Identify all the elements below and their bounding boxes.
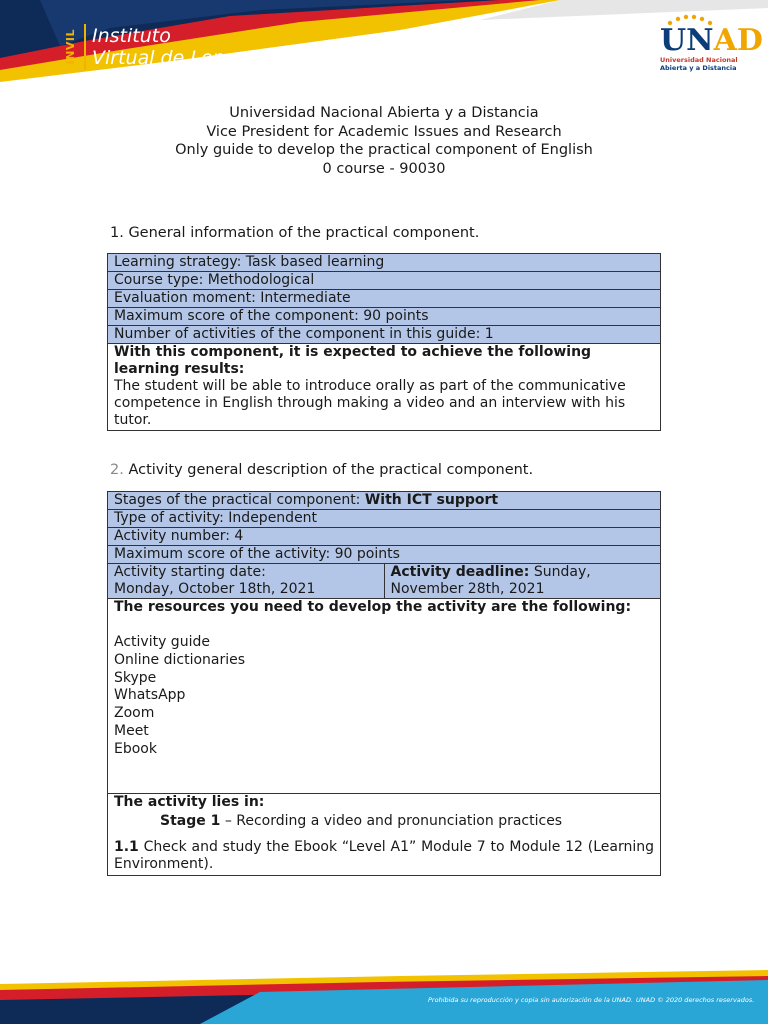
document-titles	[0, 104, 768, 178]
resource-item: Activity guide	[114, 634, 210, 650]
deadline-value: Sunday, November 28th, 2021	[390, 564, 591, 597]
footer-copy-notice: Prohibida su reproducción y copia sin autorización de la UNAD.	[428, 996, 634, 1004]
unad-logo	[660, 14, 763, 72]
logo-word-accent: AD	[713, 23, 763, 58]
start-date-value: Monday, October 18th, 2021	[114, 581, 316, 597]
brand-tag: INVIL	[64, 29, 77, 65]
stages-value: With ICT support	[364, 492, 499, 508]
title-course: 0 course - 90030	[322, 160, 446, 177]
activity-row: Maximum score of the activity: 90 points	[108, 546, 661, 564]
info-row: Course type: Methodological	[108, 272, 661, 290]
resource-item: Ebook	[114, 740, 157, 757]
general-info-table	[107, 253, 661, 431]
activity-table	[107, 491, 661, 876]
brand-line2: Virtual de Lenguas	[92, 47, 271, 69]
info-row: Maximum score of the component: 90 points	[108, 308, 661, 326]
resources-list	[114, 634, 654, 759]
info-row: Evaluation moment: Intermediate	[108, 290, 661, 308]
resource-item: WhatsApp	[114, 687, 186, 704]
brand-divider	[84, 24, 86, 70]
deadline-cell	[384, 564, 661, 599]
step-number: 1.1	[114, 839, 139, 855]
brand-line1: Instituto	[92, 25, 171, 47]
activity-lies-heading: The activity lies in:	[114, 794, 265, 810]
learning-results-text: The student will be able to introduce orally as part of the communicative competence in English through making a video and an interview with his tutor.	[114, 378, 626, 428]
logo-word-main: UN	[660, 23, 714, 58]
resource-item: Zoom	[114, 705, 155, 722]
learning-results-heading: With this component, it is expected to achieve the following learning results:	[114, 344, 592, 377]
resource-item: Online dictionaries	[114, 651, 246, 668]
title-university: Universidad Nacional Abierta y a Distancia	[229, 105, 539, 121]
info-row: Number of activities of the component in this guide: 1	[108, 326, 661, 344]
stage-text: – Recording a video and pronunciation practices	[224, 813, 563, 829]
institute-brand	[64, 24, 270, 70]
footer-rights: UNAD © 2020 derechos reservados.	[636, 996, 755, 1004]
section2-title: Activity general description of the practical component.	[128, 462, 534, 478]
activity-row: Activity number: 4	[108, 528, 661, 546]
step-text: Check and study the Ebook “Level A1” Module 7 to Module 12 (Learning Environment).	[114, 839, 654, 872]
section1-heading: 1. General information of the practical component.	[110, 225, 480, 241]
logo-subtitle-2: Abierta y a Distancia	[660, 64, 737, 72]
deadline-label: Activity deadline:	[390, 564, 530, 580]
stage-label: Stage 1	[160, 813, 221, 829]
section2-number: 2.	[110, 462, 124, 478]
start-date-cell	[108, 564, 385, 599]
resource-item: Skype	[114, 669, 157, 686]
stages-label: Stages of the practical component:	[114, 492, 361, 508]
logo-subtitle-1: Universidad Nacional	[660, 56, 738, 64]
activity-row: Type of activity: Independent	[108, 510, 661, 528]
step-paragraph	[114, 839, 654, 873]
stages-row	[108, 492, 661, 510]
title-guide: Only guide to develop the practical component of English	[175, 142, 593, 158]
resources-heading: The resources you need to develop the activity are the following:	[114, 599, 632, 615]
title-vice-president: Vice President for Academic Issues and Research	[206, 123, 562, 140]
section2-heading	[110, 462, 533, 478]
resource-item: Meet	[114, 722, 149, 739]
stage-line	[114, 811, 654, 831]
info-row: Learning strategy: Task based learning	[108, 254, 661, 272]
start-date-label: Activity starting date:	[114, 564, 266, 580]
